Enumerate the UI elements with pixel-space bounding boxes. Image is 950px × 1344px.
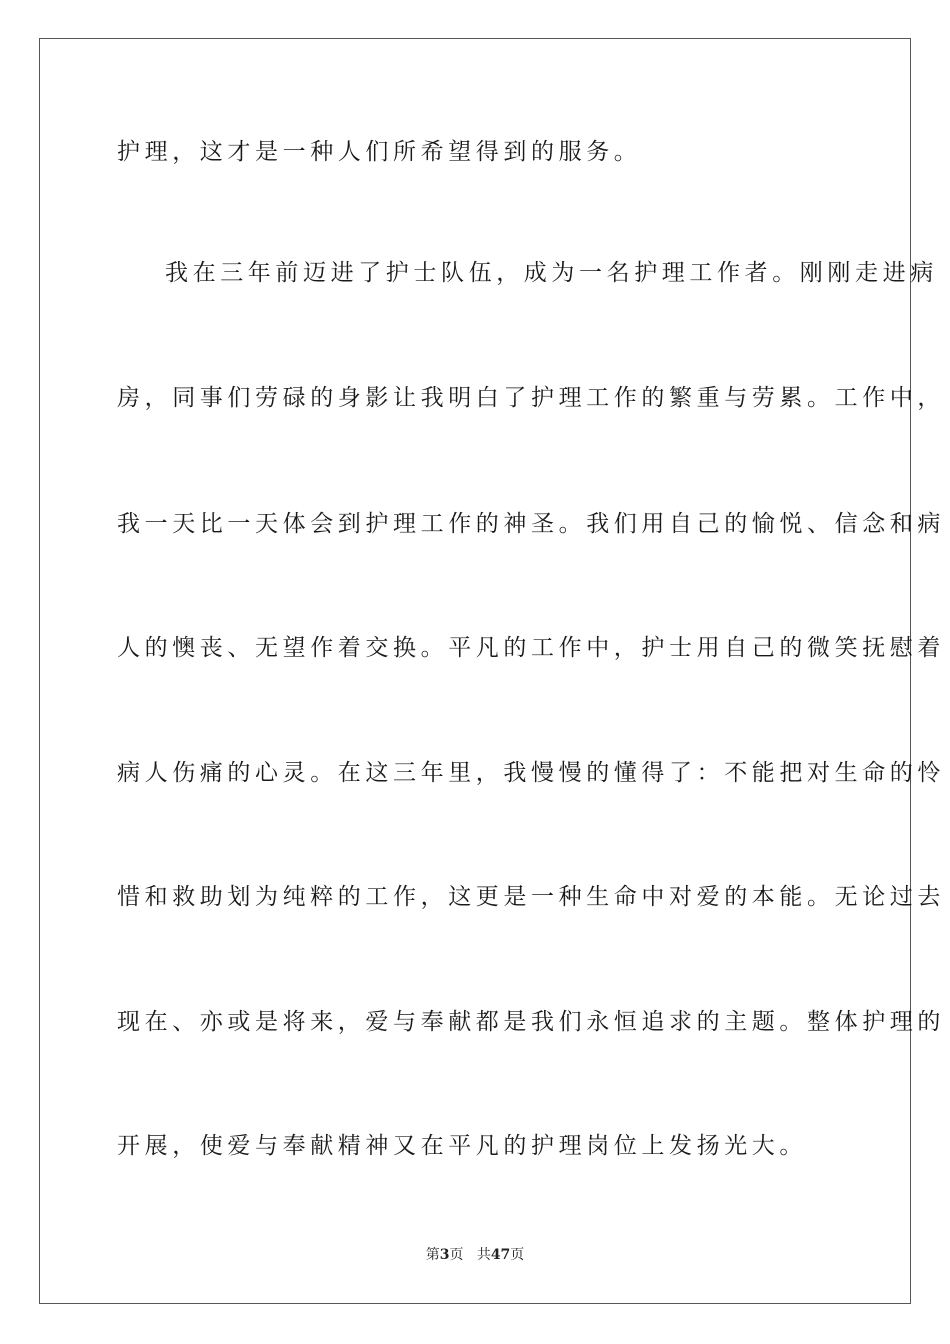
page-number: 3: [439, 1247, 450, 1263]
total-suffix: 页: [510, 1247, 525, 1263]
total-prefix: 共: [476, 1247, 491, 1263]
page-border: [39, 38, 945, 1304]
paragraph-line-2: 我在三年前迈进了护士队伍，成为一名护理工作者。刚刚走进病: [165, 260, 938, 286]
page-footer: [0, 1246, 950, 1264]
paragraph-line-1: 护理，这才是一种人们所希望得到的服务。: [117, 139, 642, 165]
paragraph-line-8: 现在、亦或是将来，爱与奉献都是我们永恒追求的主题。整体护理的: [117, 1009, 945, 1035]
paragraph-line-4: 我一天比一天体会到护理工作的神圣。我们用自己的愉悦、信念和病: [117, 511, 945, 537]
paragraph-line-3: 房，同事们劳碌的身影让我明白了护理工作的繁重与劳累。工作中，: [117, 385, 945, 411]
page-prefix: 第: [425, 1247, 440, 1263]
total-pages: 47: [490, 1247, 511, 1263]
paragraph-line-7: 惜和救助划为纯粹的工作，这更是一种生命中对爱的本能。无论过去: [117, 884, 945, 910]
paragraph-line-5: 人的懊丧、无望作着交换。平凡的工作中，护士用自己的微笑抚慰着: [117, 635, 945, 661]
page-suffix: 页: [449, 1247, 464, 1263]
paragraph-line-6: 病人伤痛的心灵。在这三年里，我慢慢的懂得了：不能把对生命的怜: [117, 760, 945, 786]
paragraph-line-9: 开展，使爱与奉献精神又在平凡的护理岗位上发扬光大。: [117, 1133, 807, 1159]
